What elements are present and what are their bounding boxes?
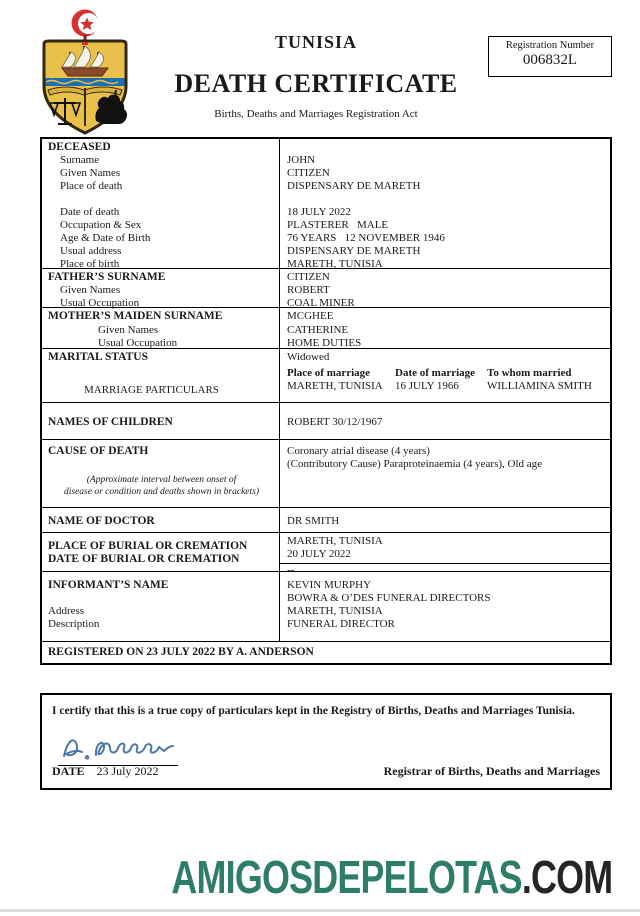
field-label: Given Names: [60, 167, 121, 179]
row-father: [42, 268, 610, 307]
cause-section-label: CAUSE OF DEATH: [48, 445, 149, 457]
field-label: Occupation & Sex: [60, 219, 142, 231]
row-marital-status: [42, 348, 610, 402]
field-label: Usual Occupation: [98, 337, 178, 349]
marital-section-label: MARITAL STATUS: [48, 351, 149, 363]
field-label: Date of death: [60, 206, 120, 218]
registrar-signature: [58, 731, 178, 765]
date-label: DATE: [52, 764, 85, 778]
field-label: Usual Occupation: [60, 297, 140, 309]
country-title: TUNISIA: [274, 32, 358, 52]
field-value: COAL MINER: [287, 297, 355, 309]
certification-box: [40, 693, 612, 790]
row-burial: [42, 532, 610, 576]
marriage-col-value: 16 JULY 1966: [395, 380, 459, 392]
burial-date-label: DATE OF BURIAL OR CREMATION: [48, 553, 240, 565]
informant-value: BOWRA & O’DES FUNERAL DIRECTORS: [287, 592, 491, 604]
marriage-col-header: Date of marriage: [395, 367, 476, 379]
row-registered: [42, 641, 610, 663]
burial-date-value: 20 JULY 2022: [287, 548, 351, 560]
row-children: [42, 402, 610, 439]
tunisia-coat-of-arms-icon: [34, 6, 136, 136]
children-section-label: NAMES OF CHILDREN: [48, 415, 173, 428]
informant-address-label: Address: [48, 605, 85, 617]
cause-value: (Contributory Cause) Paraproteinaemia (4 years), Old age: [287, 458, 543, 470]
marriage-col-value: WILLIAMINA SMITH: [487, 380, 592, 392]
marriage-col-header: To whom married: [487, 367, 572, 379]
informant-value: MARETH, TUNISIA: [287, 605, 383, 617]
field-value: DISPENSARY DE MARETH: [287, 180, 421, 192]
certificate-header: [150, 32, 482, 120]
field-value: CITIZEN: [287, 271, 330, 283]
mother-section-label: MOTHER’S MAIDEN SURNAME: [48, 310, 223, 322]
field-value: ROBERT: [287, 284, 330, 296]
informant-description-label: Description: [48, 618, 100, 630]
field-label: Place of death: [60, 180, 123, 192]
field-label: Age & Date of Birth: [60, 232, 151, 244]
watermark-name: AMIGOSDEPELOTAS: [170, 851, 522, 903]
field-value: CITIZEN: [287, 167, 330, 179]
bottom-divider-line: [0, 909, 640, 912]
field-value: MARETH, TUNISIA: [287, 258, 383, 270]
field-value: MCGHEE: [287, 310, 334, 322]
field-value: JOHN: [287, 154, 316, 166]
date-value: 23 July 2022: [96, 764, 159, 778]
field-label: Place of birth: [60, 258, 120, 270]
certificate-table: [40, 137, 612, 665]
cause-note: disease or condition and deaths shown in brackets): [64, 487, 259, 497]
certificate-title: DEATH CERTIFICATE: [174, 69, 458, 98]
registration-number-value: 006832L: [522, 52, 578, 68]
watermark-text: [171, 850, 612, 904]
certificate-subtitle: Births, Deaths and Marriages Registration Act: [214, 108, 418, 120]
row-doctor: [42, 507, 610, 532]
field-value: PLASTERER MALE: [287, 219, 389, 231]
field-value: 76 YEARS 12 NOVEMBER 1946: [287, 232, 445, 244]
certify-statement: I certify that this is a true copy of particulars kept in the Registry of Births, Deaths and Marriages Tunisia.: [52, 705, 575, 717]
registrar-title: Registrar of Births, Deaths and Marriages: [383, 764, 600, 778]
field-value: DISPENSARY DE MARETH: [287, 245, 421, 257]
row-informant: [42, 571, 610, 641]
registration-number-label: Registration Number: [505, 40, 595, 51]
father-section-label: FATHER’S SURNAME: [48, 271, 166, 283]
field-label: Usual address: [60, 245, 122, 257]
burial-place-label: PLACE OF BURIAL OR CREMATION: [48, 540, 248, 552]
burial-extra-value: --: [287, 564, 295, 576]
field-label: Given Names: [60, 284, 121, 296]
field-value: HOME DUTIES: [287, 337, 362, 349]
doctor-section-label: NAME OF DOCTOR: [48, 514, 155, 527]
field-value: 18 JULY 2022: [287, 206, 351, 218]
cause-value: Coronary atrial disease (4 years): [287, 445, 430, 457]
field-label: Surname: [60, 154, 100, 166]
registration-number-box: [488, 36, 612, 77]
field-value: [287, 193, 610, 206]
marriage-col-header: Place of marriage: [287, 367, 371, 379]
registered-statement: REGISTERED ON 23 JULY 2022 BY A. ANDERSON: [48, 646, 314, 658]
watermark-tld: .COM: [521, 851, 612, 903]
informant-section-label: INFORMANT’S NAME: [48, 579, 169, 591]
field-value: CATHERINE: [287, 324, 349, 336]
marriage-col-value: MARETH, TUNISIA: [287, 380, 383, 392]
informant-value: KEVIN MURPHY: [287, 579, 372, 591]
doctor-value: DR SMITH: [287, 514, 340, 527]
informant-value: FUNERAL DIRECTOR: [287, 618, 395, 630]
row-deceased: [42, 139, 610, 268]
row-cause-of-death: [42, 439, 610, 507]
field-label: [48, 193, 275, 206]
children-value: ROBERT 30/12/1967: [287, 415, 383, 428]
marital-status-value: Widowed: [287, 351, 330, 363]
burial-place-value: MARETH, TUNISIA: [287, 535, 383, 547]
field-label: Given Names: [98, 324, 159, 336]
cause-note: (Approximate interval between onset of: [86, 475, 237, 485]
row-mother: [42, 307, 610, 348]
marriage-particulars-label: MARRIAGE PARTICULARS: [84, 384, 219, 396]
deceased-section-label: DECEASED: [48, 141, 111, 153]
